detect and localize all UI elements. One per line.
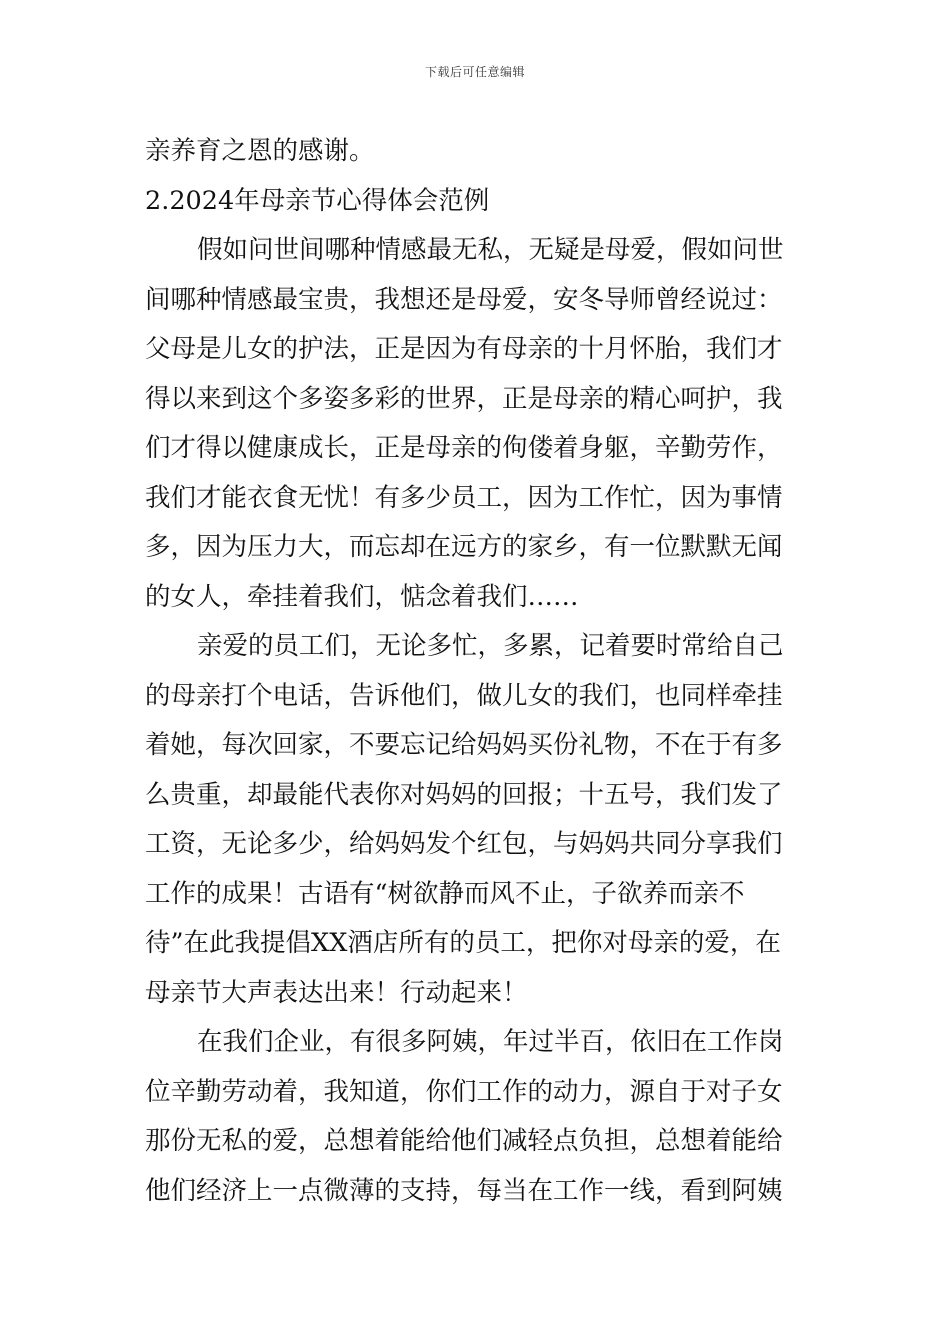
text-line: 着她，每次回家，不要忘记给妈妈买份礼物，不在于有多 (145, 730, 783, 760)
text-line: 的母亲打个电话，告诉他们，做儿女的我们，也同样牵挂 (145, 680, 783, 711)
text-line: 工作的成果！古语有“树欲静而风不止，子欲养而亲不 (145, 878, 745, 909)
text-line: 我们才能衣食无忧！有多少员工，因为工作忙，因为事情 (145, 482, 783, 513)
text-line: 待”在此我提倡XX酒店所有的员工，把你对母亲的爱，在 (145, 928, 781, 958)
section-heading: 2.2024年母亲节心得体会范例 (145, 185, 490, 216)
text-line: 工资，无论多少，给妈妈发个红包，与妈妈共同分享我们 (145, 829, 783, 859)
document-body (145, 127, 807, 1216)
text-line: 得以来到这个多姿多彩的世界，正是母亲的精心呵护，我 (145, 383, 783, 414)
text-line: 么贵重，却最能代表你对妈妈的回报；十五号，我们发了 (145, 779, 783, 810)
text-line: 父母是儿女的护法，正是因为有母亲的十月怀胎，我们才 (145, 334, 783, 364)
paragraph-start: 亲爱的员工们，无论多忙，多累，记着要时常给自己 (197, 631, 784, 661)
text-line: 他们经济上一点微薄的支持，每当在工作一线，看到阿姨 (145, 1175, 783, 1206)
text-line: 位辛勤劳动着，我知道，你们工作的动力，源自于对子女 (145, 1076, 783, 1107)
page-header: 下载后可任意编辑 (424, 65, 525, 79)
text-line: 亲养育之恩的感谢。 (145, 136, 375, 166)
paragraph-start: 在我们企业，有很多阿姨，年过半百，依旧在工作岗 (197, 1027, 784, 1057)
text-line: 间哪种情感最宝贵，我想还是母爱，安冬导师曾经说过： (145, 284, 783, 315)
text-line: 多，因为压力大，而忘却在远方的家乡，有一位默默无闻 (145, 532, 783, 562)
paragraph-start: 假如问世间哪种情感最无私，无疑是母爱，假如问世 (197, 235, 784, 265)
text-line: 那份无私的爱，总想着能给他们减轻点负担，总想着能给 (145, 1126, 783, 1156)
text-line: 们才得以健康成长，正是母亲的佝偻着身躯，辛勤劳作， (145, 433, 783, 463)
text-line: 母亲节大声表达出来！行动起来！ (145, 977, 528, 1008)
text-line: 的女人，牵挂着我们，惦念着我们…… (145, 581, 579, 612)
